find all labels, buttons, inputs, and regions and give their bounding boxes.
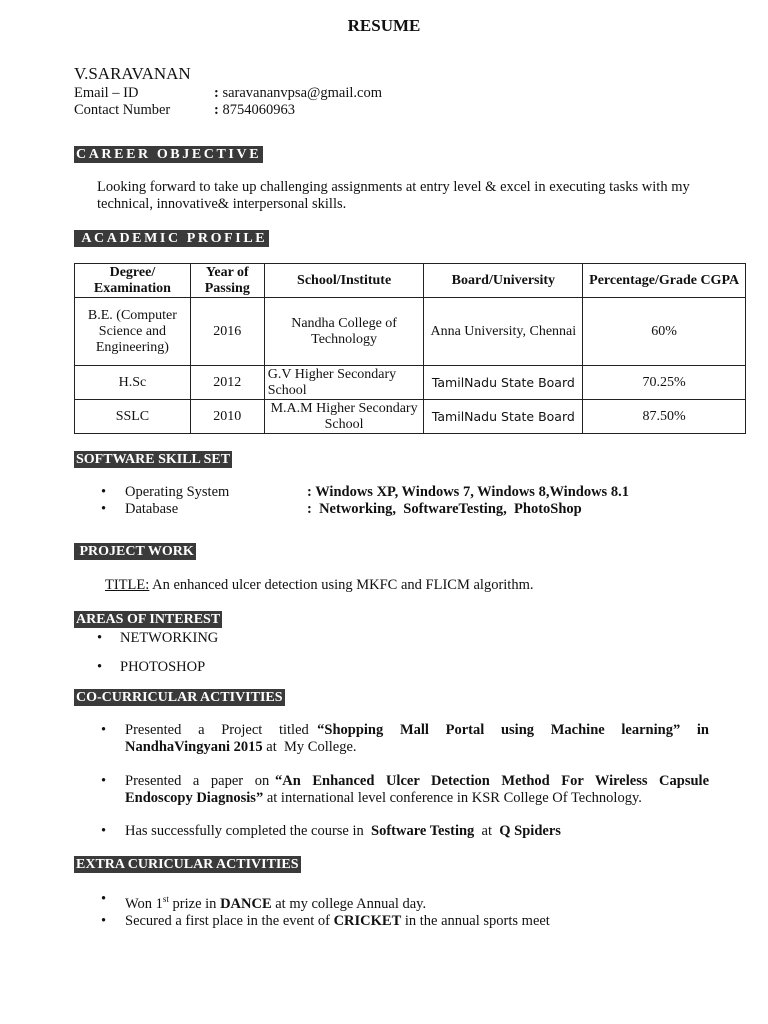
cocurricular-project-title: “Shopping Mall Portal using Machine learning” in NandhaVingyani 2015	[125, 722, 713, 755]
table-cell: 60%	[583, 298, 746, 366]
table-cell: M.A.M Higher Secondary School	[264, 400, 424, 434]
interest-item: PHOTOSHOP	[120, 659, 206, 675]
email-label: Email – ID	[74, 85, 139, 101]
skill-label-database: Database	[125, 501, 179, 517]
phone-colon: :	[214, 102, 219, 118]
extra-text: at my college Annual day.	[271, 895, 427, 912]
cocurricular-text: at international level conference in KSR College Of Technology.	[263, 790, 642, 806]
bullet: •	[101, 773, 107, 789]
project-work-heading: PROJECT WORK	[76, 544, 194, 559]
academic-profile-heading: ACADEMIC PROFILE	[76, 231, 268, 246]
extra-text: in the annual sports meet	[401, 913, 550, 929]
skill-label-os: Operating System	[125, 484, 230, 500]
table-row	[75, 366, 746, 400]
extra-item	[125, 891, 426, 913]
institute-name: Q Spiders	[499, 823, 561, 839]
table-cell: 2016	[190, 298, 264, 366]
col-header-degree: Degree/ Examination	[75, 264, 191, 298]
table-cell: 87.50%	[583, 400, 746, 434]
bullet: •	[101, 722, 107, 738]
table-row	[75, 298, 746, 366]
bullet: •	[97, 659, 103, 675]
resume-title: RESUME	[347, 16, 421, 35]
table-cell: G.V Higher Secondary School	[264, 366, 424, 400]
col-header-percentage: Percentage/Grade CGPA	[583, 264, 746, 298]
extra-text: Secured a first place in the event of	[125, 913, 334, 929]
bullet: •	[101, 913, 107, 929]
project-title-label: TITLE:	[105, 577, 150, 593]
table-cell: 2010	[190, 400, 264, 434]
cocurricular-text: at	[474, 823, 500, 839]
skill-value-database: : Networking, SoftwareTesting, PhotoShop	[307, 501, 582, 517]
cocurricular-text: at My College.	[262, 739, 357, 755]
event-name: DANCE	[220, 895, 272, 912]
bullet: •	[101, 501, 107, 517]
event-name: CRICKET	[333, 913, 402, 929]
cocurricular-item	[125, 773, 713, 807]
cocurricular-item	[125, 823, 561, 840]
interest-item: NETWORKING	[120, 630, 219, 646]
table-cell: 70.25%	[583, 366, 746, 400]
co-curricular-heading: CO-CURRICULAR ACTIVITIES	[76, 690, 283, 705]
cocurricular-text: Has successfully completed the course in	[125, 823, 372, 839]
phone-value: 8754060963	[222, 102, 295, 118]
table-cell: Nandha College of Technology	[264, 298, 424, 366]
cocurricular-paper-title: “An Enhanced Ulcer Detection Method For Wireless Capsule Endoscopy Diagnosis”	[125, 773, 713, 806]
phone-label: Contact Number	[74, 102, 171, 118]
col-header-board: Board/University	[424, 264, 583, 298]
bullet: •	[97, 630, 103, 646]
candidate-name: V.SARAVANAN	[74, 64, 191, 83]
cocurricular-text: Presented a paper on	[125, 773, 275, 789]
cocurricular-text: Presented a Project titled	[125, 722, 318, 738]
email-value: saravananvpsa@gmail.com	[222, 85, 382, 101]
bullet: •	[101, 484, 107, 500]
areas-of-interest-heading: AREAS OF INTEREST	[76, 612, 221, 627]
bullet: •	[101, 891, 107, 907]
table-cell: Anna University, Chennai	[424, 298, 583, 366]
col-header-school: School/Institute	[264, 264, 424, 298]
extra-item	[125, 913, 550, 930]
table-row	[75, 400, 746, 434]
email-row	[74, 85, 382, 102]
table-cell: SSLC	[75, 400, 191, 434]
table-cell: B.E. (Computer Science and Engineering)	[75, 298, 191, 366]
project-title-line	[105, 577, 533, 594]
career-objective-text: Looking forward to take up challenging assignments at entry level & excel in executing tasks with my technical, innovative& interpersonal skills.	[97, 179, 690, 212]
academic-table	[74, 263, 746, 434]
email-colon: :	[214, 85, 219, 101]
table-cell: TamilNadu State Board	[424, 400, 583, 434]
table-cell: 2012	[190, 366, 264, 400]
col-header-year: Year of Passing	[190, 264, 264, 298]
table-cell: TamilNadu State Board	[424, 366, 583, 400]
extra-curricular-heading: EXTRA CURICULAR ACTIVITIES	[76, 857, 299, 872]
bullet: •	[101, 823, 107, 839]
software-skill-heading: SOFTWARE SKILL SET	[76, 452, 231, 467]
skill-value-os: : Windows XP, Windows 7, Windows 8,Windows 8.1	[307, 484, 629, 500]
project-title-text: An enhanced ulcer detection using MKFC and FLICM algorithm.	[149, 577, 534, 593]
extra-text: prize in	[168, 895, 221, 912]
ordinal-suffix: st	[162, 894, 169, 904]
course-name: Software Testing	[371, 823, 475, 839]
cocurricular-item	[125, 722, 713, 756]
academic-table-header	[75, 264, 746, 298]
career-objective-heading: CAREER OBJECTIVE	[76, 147, 262, 162]
extra-text: Won 1	[125, 895, 163, 912]
phone-row	[74, 102, 295, 119]
table-cell: H.Sc	[75, 366, 191, 400]
